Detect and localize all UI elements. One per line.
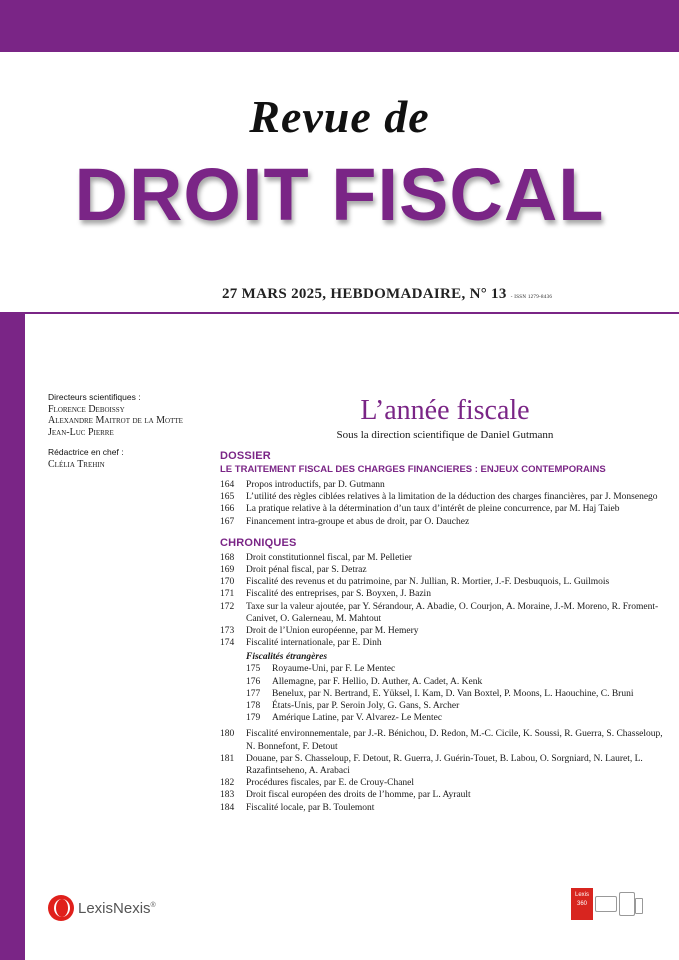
toc-text: Fiscalité environnementale, par J.-R. Bénichou, D. Redon, M.-C. Cicile, K. Soussi, R. Guerra, S. Chasseloup, N. Bonnefont, F. Detout [246, 729, 663, 752]
masthead-title: DROIT FISCAL [74, 153, 605, 236]
phone-icon [635, 898, 643, 914]
toc-subitem[interactable] [246, 676, 670, 688]
toc-item[interactable] [220, 491, 670, 503]
toc-number: 176 [246, 676, 261, 687]
toc-number: 175 [246, 664, 261, 675]
toc-item[interactable] [220, 479, 670, 491]
masthead-revue-de: Revue de [249, 91, 430, 142]
toc-text: Fiscalité internationale, par E. Dinh [246, 638, 382, 649]
toc-number: 179 [246, 713, 261, 724]
editor-name: Clélia Trehin [48, 458, 105, 470]
toc-item[interactable] [220, 503, 670, 515]
chroniques-list [220, 552, 670, 814]
logo-text: LexisNexis® [78, 899, 156, 917]
toc-subitem[interactable] [246, 688, 670, 700]
toc-number: 181 [220, 753, 235, 764]
dossier-subheading: LE TRAITEMENT FISCAL DES CHARGES FINANCIERES : ENJEUX CONTEMPORAINS [220, 464, 606, 475]
issue-theme-title: L’année fiscale [360, 395, 530, 426]
toc-number: 180 [220, 729, 235, 740]
editorial-board [48, 392, 218, 470]
toc-text: Financement intra-groupe et abus de droit, par O. Dauchez [246, 516, 470, 527]
toc-text: Droit fiscal européen des droits de l’homme, par L. Ayrault [246, 790, 471, 801]
table-of-contents [220, 396, 670, 814]
toc-text: Droit constitutionnel fiscal, par M. Pelletier [246, 552, 412, 563]
editor-label: Rédactrice en chef : [48, 447, 124, 457]
toc-text: États-Unis, par P. Seroin Joly, G. Gans, S. Archer [272, 701, 460, 712]
toc-text: Propos introductifs, par D. Gutmann [246, 480, 385, 490]
dossier-list [220, 479, 670, 528]
director-name: Florence Deboissy [48, 403, 125, 415]
toc-item[interactable] [220, 637, 670, 649]
toc-item[interactable] [220, 789, 670, 801]
laptop-icon [595, 896, 617, 912]
toc-item[interactable] [220, 601, 670, 625]
toc-item[interactable] [220, 802, 670, 814]
toc-number: 165 [220, 492, 235, 503]
toc-text: Procédures fiscales, par E. de Crouy-Chanel [246, 778, 415, 789]
issue-theme-subtitle: Sous la direction scientifique de Daniel Gutmann [336, 429, 554, 441]
top-color-bar [0, 0, 679, 52]
director-name: Alexandre Maitrot de la Motte [48, 415, 183, 426]
toc-number: 166 [220, 504, 235, 515]
directors-label: Directeurs scientifiques : [48, 392, 141, 402]
issn: - ISSN 1279-8436 [510, 295, 553, 300]
chroniques-heading: CHRONIQUES [220, 536, 297, 549]
issue-line [222, 286, 552, 303]
toc-number: 167 [220, 516, 235, 527]
toc-subitem[interactable] [246, 712, 670, 724]
toc-number: 177 [246, 688, 261, 699]
toc-subitem[interactable] [246, 663, 670, 675]
toc-text: Fiscalité des revenus et du patrimoine, par N. Jullian, R. Mortier, J.-F. Desbuquois, L. Guilmois [246, 577, 610, 588]
toc-number: 169 [220, 565, 235, 576]
toc-item[interactable] [220, 564, 670, 576]
lexis360-logo: Lexis 360 [571, 888, 593, 920]
toc-item[interactable] [220, 753, 670, 777]
toc-text: Benelux, par N. Bertrand, E. Yüksel, I. Kam, D. Van Boxtel, P. Moons, L. Haouchine, C. Bruni [272, 688, 634, 699]
toc-item[interactable] [220, 588, 670, 600]
toc-text: L’utilité des règles ciblées relatives à la limitation de la déduction des charges financières, par J. Monsenego [246, 492, 658, 503]
dossier-heading: DOSSIER [220, 450, 271, 462]
tablet-icon [619, 892, 635, 916]
toc-text: La pratique relative à la détermination d’un taux d’intérêt de pleine concurrence, par M. Haj Taieb [246, 504, 620, 515]
toc-number: 184 [220, 802, 235, 813]
toc-text: Douane, par S. Chasseloup, F. Detout, R. Guerra, J. Guérin-Touet, B. Labou, O. Sorgniard, N. Lauret, L. Razafintseheno, A. Arabaci [246, 753, 643, 777]
toc-text: Royaume-Uni, par F. Le Mentec [272, 664, 396, 675]
toc-item[interactable] [220, 777, 670, 789]
left-color-bar [0, 312, 25, 960]
masthead-divider [0, 312, 679, 314]
toc-item[interactable] [220, 552, 670, 564]
toc-item[interactable] [220, 576, 670, 588]
toc-text: Fiscalité locale, par B. Toulemont [246, 802, 375, 813]
director-name: Jean-Luc Pierre [48, 426, 114, 438]
toc-number: 173 [220, 626, 235, 637]
issue-date-number: 27 MARS 2025, HEBDOMADAIRE, N° 13 [222, 286, 507, 302]
toc-number: 178 [246, 701, 261, 712]
lexisnexis-logo [48, 895, 156, 921]
toc-text: Droit pénal fiscal, par S. Detraz [246, 565, 367, 576]
toc-text: Fiscalité des entreprises, par S. Boyxen, J. Bazin [246, 589, 431, 600]
toc-text: Taxe sur la valeur ajoutée, par Y. Sérandour, A. Abadie, O. Courjon, A. Moraine, J.-M. Moreno, R. Froment-Canivet, O. Galerneau, M. Mahtout [246, 601, 659, 624]
lexisnexis-logo-icon [48, 895, 74, 921]
toc-subitem[interactable] [246, 700, 670, 712]
toc-item[interactable] [220, 728, 670, 752]
toc-number: 183 [220, 790, 235, 801]
fiscalites-etrangeres-heading: Fiscalités étrangères [246, 652, 328, 663]
toc-number: 170 [220, 577, 235, 588]
toc-number: 164 [220, 480, 235, 490]
toc-item[interactable] [220, 625, 670, 637]
toc-number: 171 [220, 589, 235, 600]
toc-number: 174 [220, 638, 235, 649]
toc-text: Allemagne, par F. Hellio, D. Auther, A. Cadet, A. Kenk [272, 676, 483, 687]
toc-item[interactable] [220, 516, 670, 528]
toc-text: Amérique Latine, par V. Alvarez- Le Mentec [272, 713, 443, 724]
toc-number: 172 [220, 601, 235, 612]
toc-text: Droit de l’Union européenne, par M. Hemery [246, 626, 419, 637]
toc-number: 182 [220, 778, 235, 789]
toc-number: 168 [220, 552, 235, 563]
lexis360-badge [571, 888, 641, 920]
